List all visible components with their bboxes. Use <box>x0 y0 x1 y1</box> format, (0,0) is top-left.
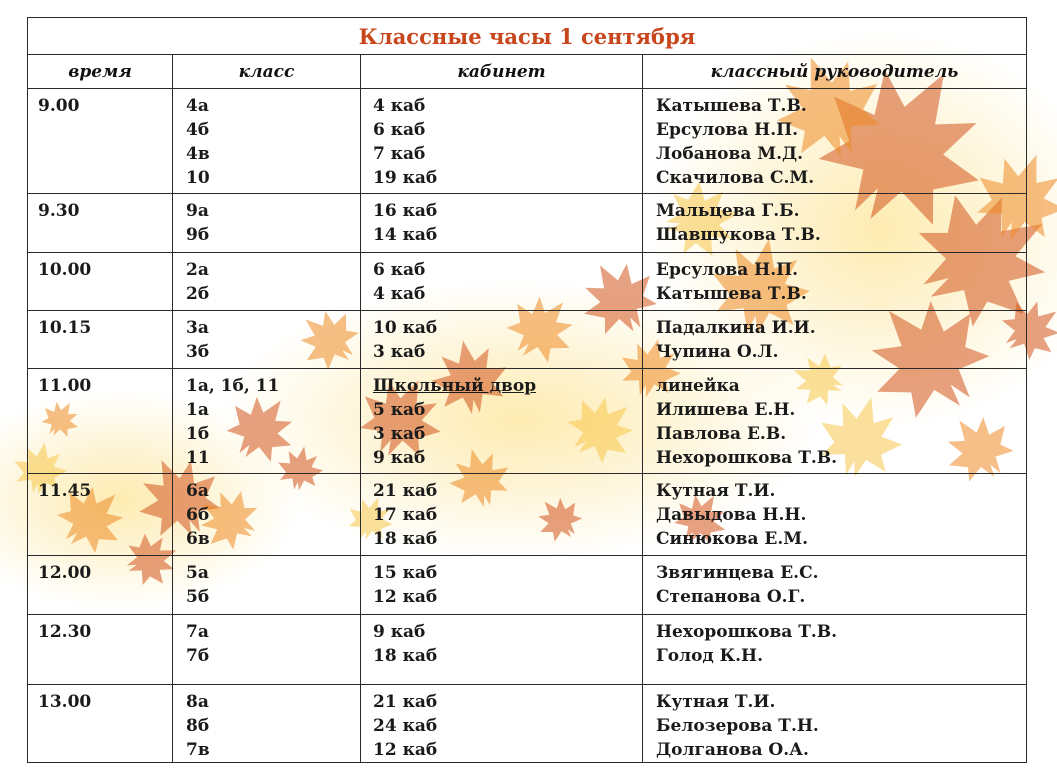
teacher-value: Звягинцева Е.С. <box>656 563 819 584</box>
page-title: Классные часы 1 сентября <box>28 18 1027 55</box>
room-cell <box>361 474 643 556</box>
class-cell <box>173 614 361 684</box>
teacher-cell <box>643 368 1027 473</box>
class-value: 1а, 1б, 11 <box>186 375 280 396</box>
class-value: 8б <box>186 715 210 736</box>
class-value: 1а <box>186 399 209 420</box>
class-value: 5б <box>186 587 210 608</box>
time-value: 10.15 <box>38 317 92 338</box>
room-value: 3 каб <box>373 423 426 444</box>
class-cell <box>173 684 361 762</box>
room-value: 9 каб <box>373 621 426 642</box>
room-value: 10 каб <box>373 317 438 338</box>
class-value: 1б <box>186 423 210 444</box>
room-value: 18 каб <box>373 645 438 666</box>
room-cell <box>361 614 643 684</box>
room-value: 21 каб <box>373 481 438 502</box>
class-value: 3а <box>186 317 209 338</box>
time-value: 11.45 <box>38 481 92 502</box>
schedule-table <box>27 17 1027 763</box>
class-value: 4а <box>186 96 209 117</box>
teacher-value: Давыдова Н.Н. <box>656 505 807 526</box>
time-cell <box>28 368 173 473</box>
teacher-value: Нехорошкова Т.В. <box>656 447 838 468</box>
room-value: 9 каб <box>373 447 426 468</box>
table-row <box>28 89 1027 194</box>
teacher-value: Голод К.Н. <box>656 645 764 666</box>
teacher-value: Ерсулова Н.П. <box>656 259 799 280</box>
class-value: 7а <box>186 621 209 642</box>
column-header-room: кабинет <box>361 55 643 89</box>
room-value: 7 каб <box>373 144 426 165</box>
teacher-value: Кутная Т.И. <box>656 481 776 502</box>
class-cell <box>173 310 361 368</box>
time-cell <box>28 252 173 310</box>
teacher-cell <box>643 556 1027 614</box>
column-header-class: класс <box>173 55 361 89</box>
time-value: 11.00 <box>38 375 92 396</box>
class-value: 6б <box>186 505 210 526</box>
room-value: 17 каб <box>373 505 438 526</box>
room-cell <box>361 556 643 614</box>
teacher-value: Шавшукова Т.В. <box>656 225 821 246</box>
class-value: 4б <box>186 120 210 141</box>
class-cell <box>173 252 361 310</box>
time-value: 12.30 <box>38 621 92 642</box>
teacher-value: Падалкина И.И. <box>656 317 816 338</box>
room-value: 15 каб <box>373 563 438 584</box>
teacher-value: Павлова Е.В. <box>656 423 787 444</box>
room-value: 14 каб <box>373 225 438 246</box>
time-value: 9.30 <box>38 201 80 222</box>
class-value: 3б <box>186 341 210 362</box>
class-value: 4в <box>186 144 210 165</box>
teacher-value: Катышева Т.В. <box>656 96 807 117</box>
class-value: 2б <box>186 283 210 304</box>
teacher-value: Синюкова Е.М. <box>656 529 808 550</box>
class-value: 7в <box>186 739 210 760</box>
table-row <box>28 556 1027 614</box>
table-row <box>28 194 1027 252</box>
teacher-value: Нехорошкова Т.В. <box>656 621 838 642</box>
table-row <box>28 474 1027 556</box>
class-value: 7б <box>186 645 210 666</box>
time-cell <box>28 89 173 194</box>
table-row <box>28 614 1027 684</box>
time-value: 13.00 <box>38 691 92 712</box>
teacher-cell <box>643 684 1027 762</box>
teacher-cell <box>643 89 1027 194</box>
room-value: Школьный двор <box>373 375 537 396</box>
class-cell <box>173 194 361 252</box>
table-row <box>28 684 1027 762</box>
time-cell <box>28 614 173 684</box>
room-value: 5 каб <box>373 399 426 420</box>
room-cell <box>361 310 643 368</box>
time-value: 9.00 <box>38 96 80 117</box>
time-value: 12.00 <box>38 563 92 584</box>
teacher-value: Мальцева Г.Б. <box>656 201 800 222</box>
class-value: 11 <box>186 447 210 468</box>
class-value: 2а <box>186 259 209 280</box>
room-value: 4 каб <box>373 96 426 117</box>
class-value: 6в <box>186 529 210 550</box>
teacher-value: Илишева Е.Н. <box>656 399 796 420</box>
teacher-cell <box>643 194 1027 252</box>
room-value: 4 каб <box>373 283 426 304</box>
table-row <box>28 252 1027 310</box>
room-cell <box>361 89 643 194</box>
teacher-cell <box>643 310 1027 368</box>
class-value: 10 <box>186 168 210 189</box>
teacher-value: Долганова О.А. <box>656 739 809 760</box>
class-cell <box>173 556 361 614</box>
time-cell <box>28 556 173 614</box>
teacher-value: Скачилова С.М. <box>656 168 815 189</box>
time-cell <box>28 310 173 368</box>
teacher-value: линейка <box>656 375 740 396</box>
teacher-cell <box>643 474 1027 556</box>
room-value: 24 каб <box>373 715 438 736</box>
teacher-value: Катышева Т.В. <box>656 283 807 304</box>
class-cell <box>173 89 361 194</box>
room-cell <box>361 368 643 473</box>
class-value: 9а <box>186 201 209 222</box>
class-value: 6а <box>186 481 209 502</box>
class-value: 8а <box>186 691 209 712</box>
room-cell <box>361 252 643 310</box>
table-row <box>28 310 1027 368</box>
teacher-value: Лобанова М.Д. <box>656 144 804 165</box>
column-header-teacher: классный руководитель <box>643 55 1027 89</box>
room-value: 21 каб <box>373 691 438 712</box>
room-value: 6 каб <box>373 259 426 280</box>
room-cell <box>361 684 643 762</box>
class-cell <box>173 368 361 473</box>
room-value: 3 каб <box>373 341 426 362</box>
column-header-time: время <box>28 55 173 89</box>
class-value: 9б <box>186 225 210 246</box>
time-value: 10.00 <box>38 259 92 280</box>
time-cell <box>28 194 173 252</box>
room-value: 12 каб <box>373 739 438 760</box>
teacher-value: Степанова О.Г. <box>656 587 806 608</box>
room-value: 18 каб <box>373 529 438 550</box>
table-row <box>28 368 1027 473</box>
time-cell <box>28 684 173 762</box>
room-value: 19 каб <box>373 168 438 189</box>
teacher-value: Чупина О.Л. <box>656 341 779 362</box>
room-value: 6 каб <box>373 120 426 141</box>
room-value: 12 каб <box>373 587 438 608</box>
teacher-cell <box>643 252 1027 310</box>
teacher-value: Кутная Т.И. <box>656 691 776 712</box>
class-cell <box>173 474 361 556</box>
room-cell <box>361 194 643 252</box>
teacher-cell <box>643 614 1027 684</box>
class-value: 5а <box>186 563 209 584</box>
teacher-value: Белозерова Т.Н. <box>656 715 819 736</box>
time-cell <box>28 474 173 556</box>
teacher-value: Ерсулова Н.П. <box>656 120 799 141</box>
room-value: 16 каб <box>373 201 438 222</box>
